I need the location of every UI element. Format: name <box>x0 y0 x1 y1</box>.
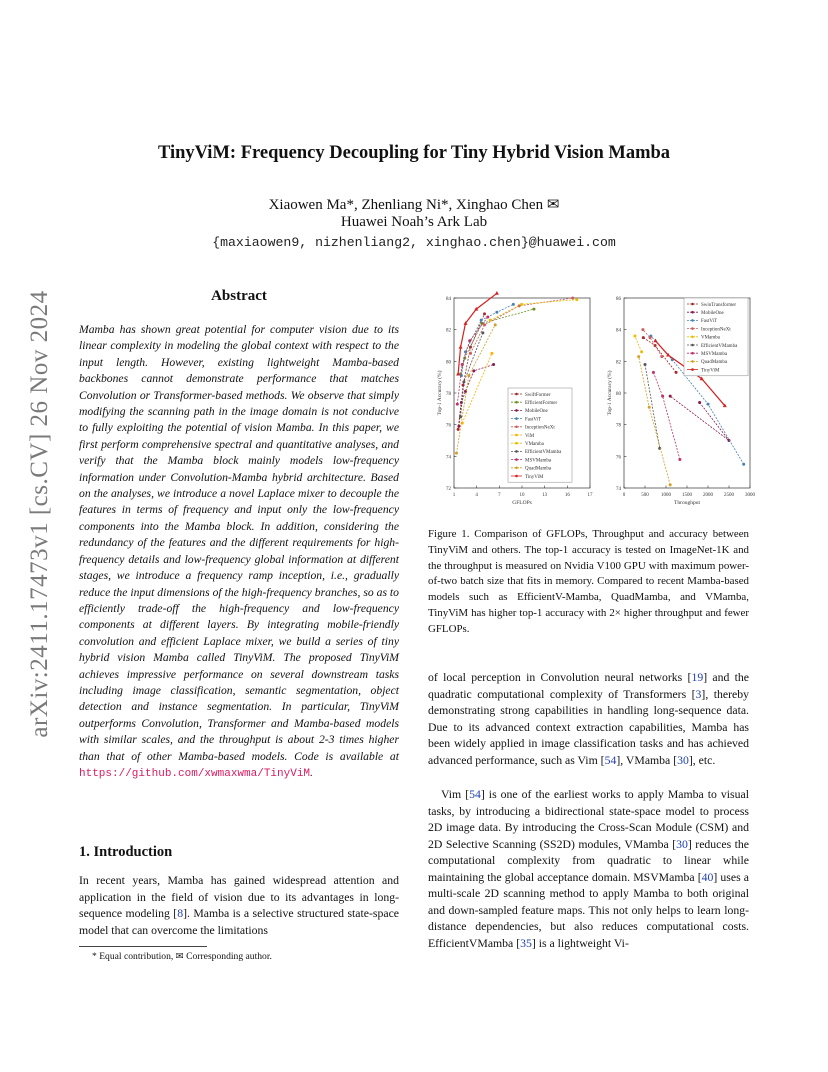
text: of local perception in Convolution neural networks [ <box>428 671 692 684</box>
series-point <box>661 395 664 398</box>
legend-marker <box>691 352 694 355</box>
series-line <box>459 365 494 427</box>
legend-marker <box>691 344 694 347</box>
text: Vim [ <box>441 788 470 801</box>
text: ] is a lightweight Vi- <box>531 936 629 950</box>
series-line <box>457 317 488 404</box>
footnote-divider <box>79 946 207 947</box>
citation-link[interactable]: 54 <box>469 788 481 801</box>
series-point <box>455 452 458 455</box>
series-point <box>468 339 471 342</box>
series-point <box>678 458 681 461</box>
paper-authors: Xiaowen Ma*, Zhenliang Ni*, Xinghao Chen ✉ <box>268 197 560 213</box>
legend-entry: EfficientFormer <box>525 401 558 406</box>
series-point <box>698 401 701 404</box>
legend-entry: MSVMamba <box>525 458 552 464</box>
series-point <box>481 331 484 334</box>
legend-entry: SwiftFormer <box>525 392 551 398</box>
x-tick-label: 2500 <box>724 493 734 498</box>
text: ] and the quadratic computational complexity of Transformers [ <box>428 671 750 701</box>
legend-entry: TinyViM <box>525 474 544 480</box>
chart-throughput <box>606 297 756 506</box>
citation-link[interactable]: 3 <box>695 687 702 701</box>
series-line <box>461 309 534 374</box>
legend-marker <box>515 475 518 478</box>
series-point <box>675 371 678 374</box>
legend-marker <box>691 368 694 371</box>
footnote: * Equal contribution, ✉ Corresponding author. <box>92 951 272 962</box>
legend-marker <box>515 417 518 420</box>
paper-affiliation: Huawei Noah’s Ark Lab <box>340 214 488 230</box>
series-point <box>459 415 462 418</box>
series-point <box>669 483 672 486</box>
legend-marker <box>515 401 518 404</box>
series-point <box>654 339 658 343</box>
series-point <box>640 350 643 353</box>
legend-marker <box>515 450 518 453</box>
legend-entry: EfficientVMamba <box>701 343 738 349</box>
x-tick-label: 13 <box>542 493 548 498</box>
legend-entry: FastViT <box>701 319 718 325</box>
y-tick-label: 74 <box>616 487 621 492</box>
citation-link[interactable]: 30 <box>676 837 688 851</box>
figure-caption: Figure 1. Comparison of GFLOPs, Throughput and accuracy between TinyViM and others. The top-1 accuracy is tested on ImageNet-1K and the throughput is measured on Nvidia V100 GPU with maximum power-of-two batch size that fits in memory. Compared to recent Mamba-based models such as EfficientV-Mamba, QuadMamba, and VMamba, TinyViM has higher top-1 accuracy with 2× higher throughput and fewer GFLOPs. <box>428 528 749 635</box>
legend-marker <box>515 393 518 396</box>
series-point <box>707 403 710 406</box>
code-link[interactable]: https://github.com/xwmaxwma/TinyViM <box>79 767 311 780</box>
legend-marker <box>515 426 518 429</box>
series-point <box>467 374 470 377</box>
legend-entry: InceptionNeXt <box>525 425 555 431</box>
legend-entry: MobileOne <box>701 311 724 316</box>
citation-link[interactable]: 40 <box>701 870 714 884</box>
y-tick-label: 80 <box>616 392 621 397</box>
series-line <box>635 336 642 352</box>
figure-1 <box>428 290 753 515</box>
series-point <box>483 323 486 326</box>
series-point <box>642 336 645 339</box>
text: ], etc. <box>688 753 716 767</box>
citation-link[interactable]: 35 <box>520 936 532 950</box>
intro-paragraph <box>79 873 399 939</box>
series-line <box>462 353 492 423</box>
series-point <box>460 401 463 404</box>
series-point <box>462 380 465 383</box>
right-paragraph-1 <box>428 670 749 769</box>
y-tick-label: 84 <box>446 297 451 302</box>
series-point <box>456 403 459 406</box>
legend-entry: QuadMamba <box>525 466 552 472</box>
series-point <box>495 311 498 314</box>
text: ], thereby demonstrating strong capabilities in handling long-sequence data. Due to its advanced context extraction capabilities, Mamba has been widely applied in image classification tasks and has achieved advanced performance, such as Vim [ <box>428 687 749 767</box>
series-point <box>492 363 495 366</box>
series-point <box>462 384 465 387</box>
y-tick-label: 76 <box>616 455 621 461</box>
series-point <box>461 363 464 366</box>
text: ] is one of the earliest works to apply Mamba to visual tasks, by introducing a bidirectional state-space model to process 2D image data. By introducing the Cross-Scan Module (CSM) and 2D Selective Scanning (SS2D) modules, VMamba [ <box>428 788 749 851</box>
legend-entry: TinyViM <box>701 368 720 374</box>
citation-link[interactable]: 8 <box>177 907 184 920</box>
legend-marker <box>691 319 694 322</box>
series-point <box>483 312 486 315</box>
series-point <box>495 291 499 295</box>
citation-link[interactable]: 54 <box>604 753 617 767</box>
x-tick-label: 1500 <box>682 493 692 498</box>
legend-marker <box>515 442 518 445</box>
x-tick-label: 1000 <box>661 493 671 498</box>
x-tick-label: 2000 <box>703 493 713 498</box>
y-tick-label: 84 <box>616 328 621 334</box>
intro-heading: 1. Introduction <box>79 844 173 860</box>
legend-entry: VMamba <box>525 442 544 447</box>
legend-entry: FastViT <box>525 417 542 423</box>
text: ] reduces the computational complexity from quadratic to linear while maintaining the global acceptance domain. MSVMamba [ <box>428 837 750 884</box>
legend-marker <box>515 467 518 470</box>
legend-entry: InceptionNeXt <box>701 327 731 333</box>
series-point <box>472 369 475 372</box>
y-tick-label: 78 <box>446 392 451 397</box>
series-point <box>486 316 489 319</box>
y-tick-label: 82 <box>616 360 621 366</box>
series-line <box>471 298 573 353</box>
right-paragraph-2 <box>428 787 749 952</box>
legend-marker <box>691 303 694 306</box>
x-tick-label: 4 <box>475 493 478 498</box>
y-tick-label: 74 <box>446 455 451 461</box>
legend-marker <box>691 327 694 330</box>
legend-marker <box>691 360 694 363</box>
legend-entry: SwinTransformer <box>701 302 737 308</box>
series-point <box>641 328 644 331</box>
legend-marker <box>515 458 518 461</box>
paper-title: TinyViM: Frequency Decoupling for Tiny Hybrid Vision Mamba <box>157 143 671 163</box>
series-point <box>571 297 574 300</box>
series-point <box>494 323 497 326</box>
y-axis-label: Top-1 Accuracy (%) <box>607 370 613 416</box>
legend-marker <box>691 336 694 339</box>
legend-entry: MobileOne <box>525 409 548 415</box>
abstract-body <box>79 322 399 782</box>
text: ], VMamba [ <box>616 753 678 767</box>
y-tick-label: 76 <box>446 423 451 429</box>
series-point <box>512 303 515 306</box>
abstract-end: . <box>310 765 313 779</box>
series-point <box>459 345 463 349</box>
citation-link[interactable]: 19 <box>691 671 704 684</box>
series-point <box>457 428 460 431</box>
arxiv-identifier: arXiv:2411.17473v1 [cs.CV] 26 Nov 2024 <box>26 290 53 738</box>
x-tick-label: 7 <box>498 493 501 498</box>
x-axis-label: Throughput <box>674 500 700 506</box>
legend-marker <box>691 311 694 314</box>
series-point <box>648 406 651 409</box>
text: ] uses a multi-scale 2D scanning method to apply Mamba to both original and down-sampled feature maps. This not only helps to learn long-distance dependencies, but also reduces computational costs. EfficientVMamba [ <box>428 870 750 950</box>
series-point <box>644 363 647 366</box>
series-point <box>489 319 492 322</box>
series-point <box>660 355 663 358</box>
legend-entry: ViM <box>525 433 535 439</box>
intro-text-a: In recent years, Mamba has gained widespread attention and application in the field of vision due to its advantages in long-sequence modeling [ <box>79 874 399 920</box>
y-tick-label: 86 <box>616 297 621 302</box>
abstract-heading: Abstract <box>211 288 267 304</box>
series-point <box>637 355 640 358</box>
x-axis-label: GFLOPs <box>512 500 532 506</box>
series-point <box>532 308 535 311</box>
series-point <box>575 298 578 301</box>
author-emails: {maxiaowen9, nizhenliang2, xinghao.chen}@huawei.com <box>212 235 616 250</box>
citation-link[interactable]: 30 <box>677 753 689 767</box>
series-point <box>742 463 745 466</box>
y-tick-label: 72 <box>446 487 451 492</box>
x-tick-label: 0 <box>622 493 626 498</box>
series-point <box>490 352 493 355</box>
legend-entry: MSVMamba <box>701 352 728 357</box>
legend-entry: EfficientVMamba <box>525 450 562 456</box>
series-point <box>649 336 652 339</box>
series-point <box>480 319 483 322</box>
series-point <box>520 303 523 306</box>
series-point <box>633 335 636 338</box>
intro-text-b: ]. Mamba is a selective structured state-space model that can overcome the limitations <box>79 907 400 937</box>
x-tick-label: 1 <box>452 493 456 498</box>
y-tick-label: 78 <box>616 423 621 429</box>
series-line <box>643 338 676 373</box>
y-tick-label: 80 <box>446 360 451 366</box>
series-line <box>653 372 680 459</box>
series-line <box>643 330 662 357</box>
series-point <box>457 425 460 428</box>
series-point <box>652 371 655 374</box>
series-point <box>669 395 672 398</box>
x-tick-label: 16 <box>564 493 570 498</box>
x-tick-label: 500 <box>641 493 649 498</box>
x-tick-label: 10 <box>519 493 525 498</box>
abstract-text: Mamba has shown great potential for computer vision due to its linear complexity in modeling the global context with respect to the input length. However, existing lightweight Mamba-based backbones cannot demonstrate performance that matches Convolution or Transformer-based methods. We observe that simply modifying the scanning path in the image domain is not conducive to fully exploiting the potential of vision Mamba. In this paper, we first perform comprehensive spectral and quantitative analyses, and verify that the Mamba block mainly models low-frequency information under Convolution-Mamba hybrid architecture. Based on the analyses, we introduce a novel Laplace mixer to decouple the features in terms of frequency and input only the low-frequency components into the Mamba block. In addition, considering the redundancy of the features and the different requirements for high-frequency details and low-frequency global information at different stages, we introduce a frequency ramp inception, i.e., gradually reduce the input dimensions of the high-frequency branches, so as to efficiently trade-off the high-frequency and low-frequency components at different layers. By integrating mobile-friendly convolution and efficient Laplace mixer, we build a series of tiny hybrid vision Mamba called TinyViM. The proposed TinyViM achieves impressive performance on several downstream tasks including image classification, semantic segmentation, object detection and instance segmentation. In particular, TinyViM outperforms Convolution, Transformer and Mamba-based models with similar scales, and the throughput is about 2-3 times higher than that of other Mamba-based models. Code is available at <box>79 323 399 763</box>
legend-entry: QuadMamba <box>701 360 728 366</box>
x-tick-label: 17 <box>587 493 593 498</box>
legend-marker <box>515 434 518 437</box>
series-point <box>469 352 472 355</box>
y-tick-label: 82 <box>446 328 451 334</box>
legend-entry: VMamba <box>701 335 720 341</box>
y-axis-label: Top-1 Accuracy (%) <box>437 370 443 416</box>
series-line <box>645 365 660 449</box>
legend-marker <box>515 409 518 412</box>
chart-gflops <box>436 291 593 506</box>
x-tick-label: 3000 <box>745 493 755 498</box>
